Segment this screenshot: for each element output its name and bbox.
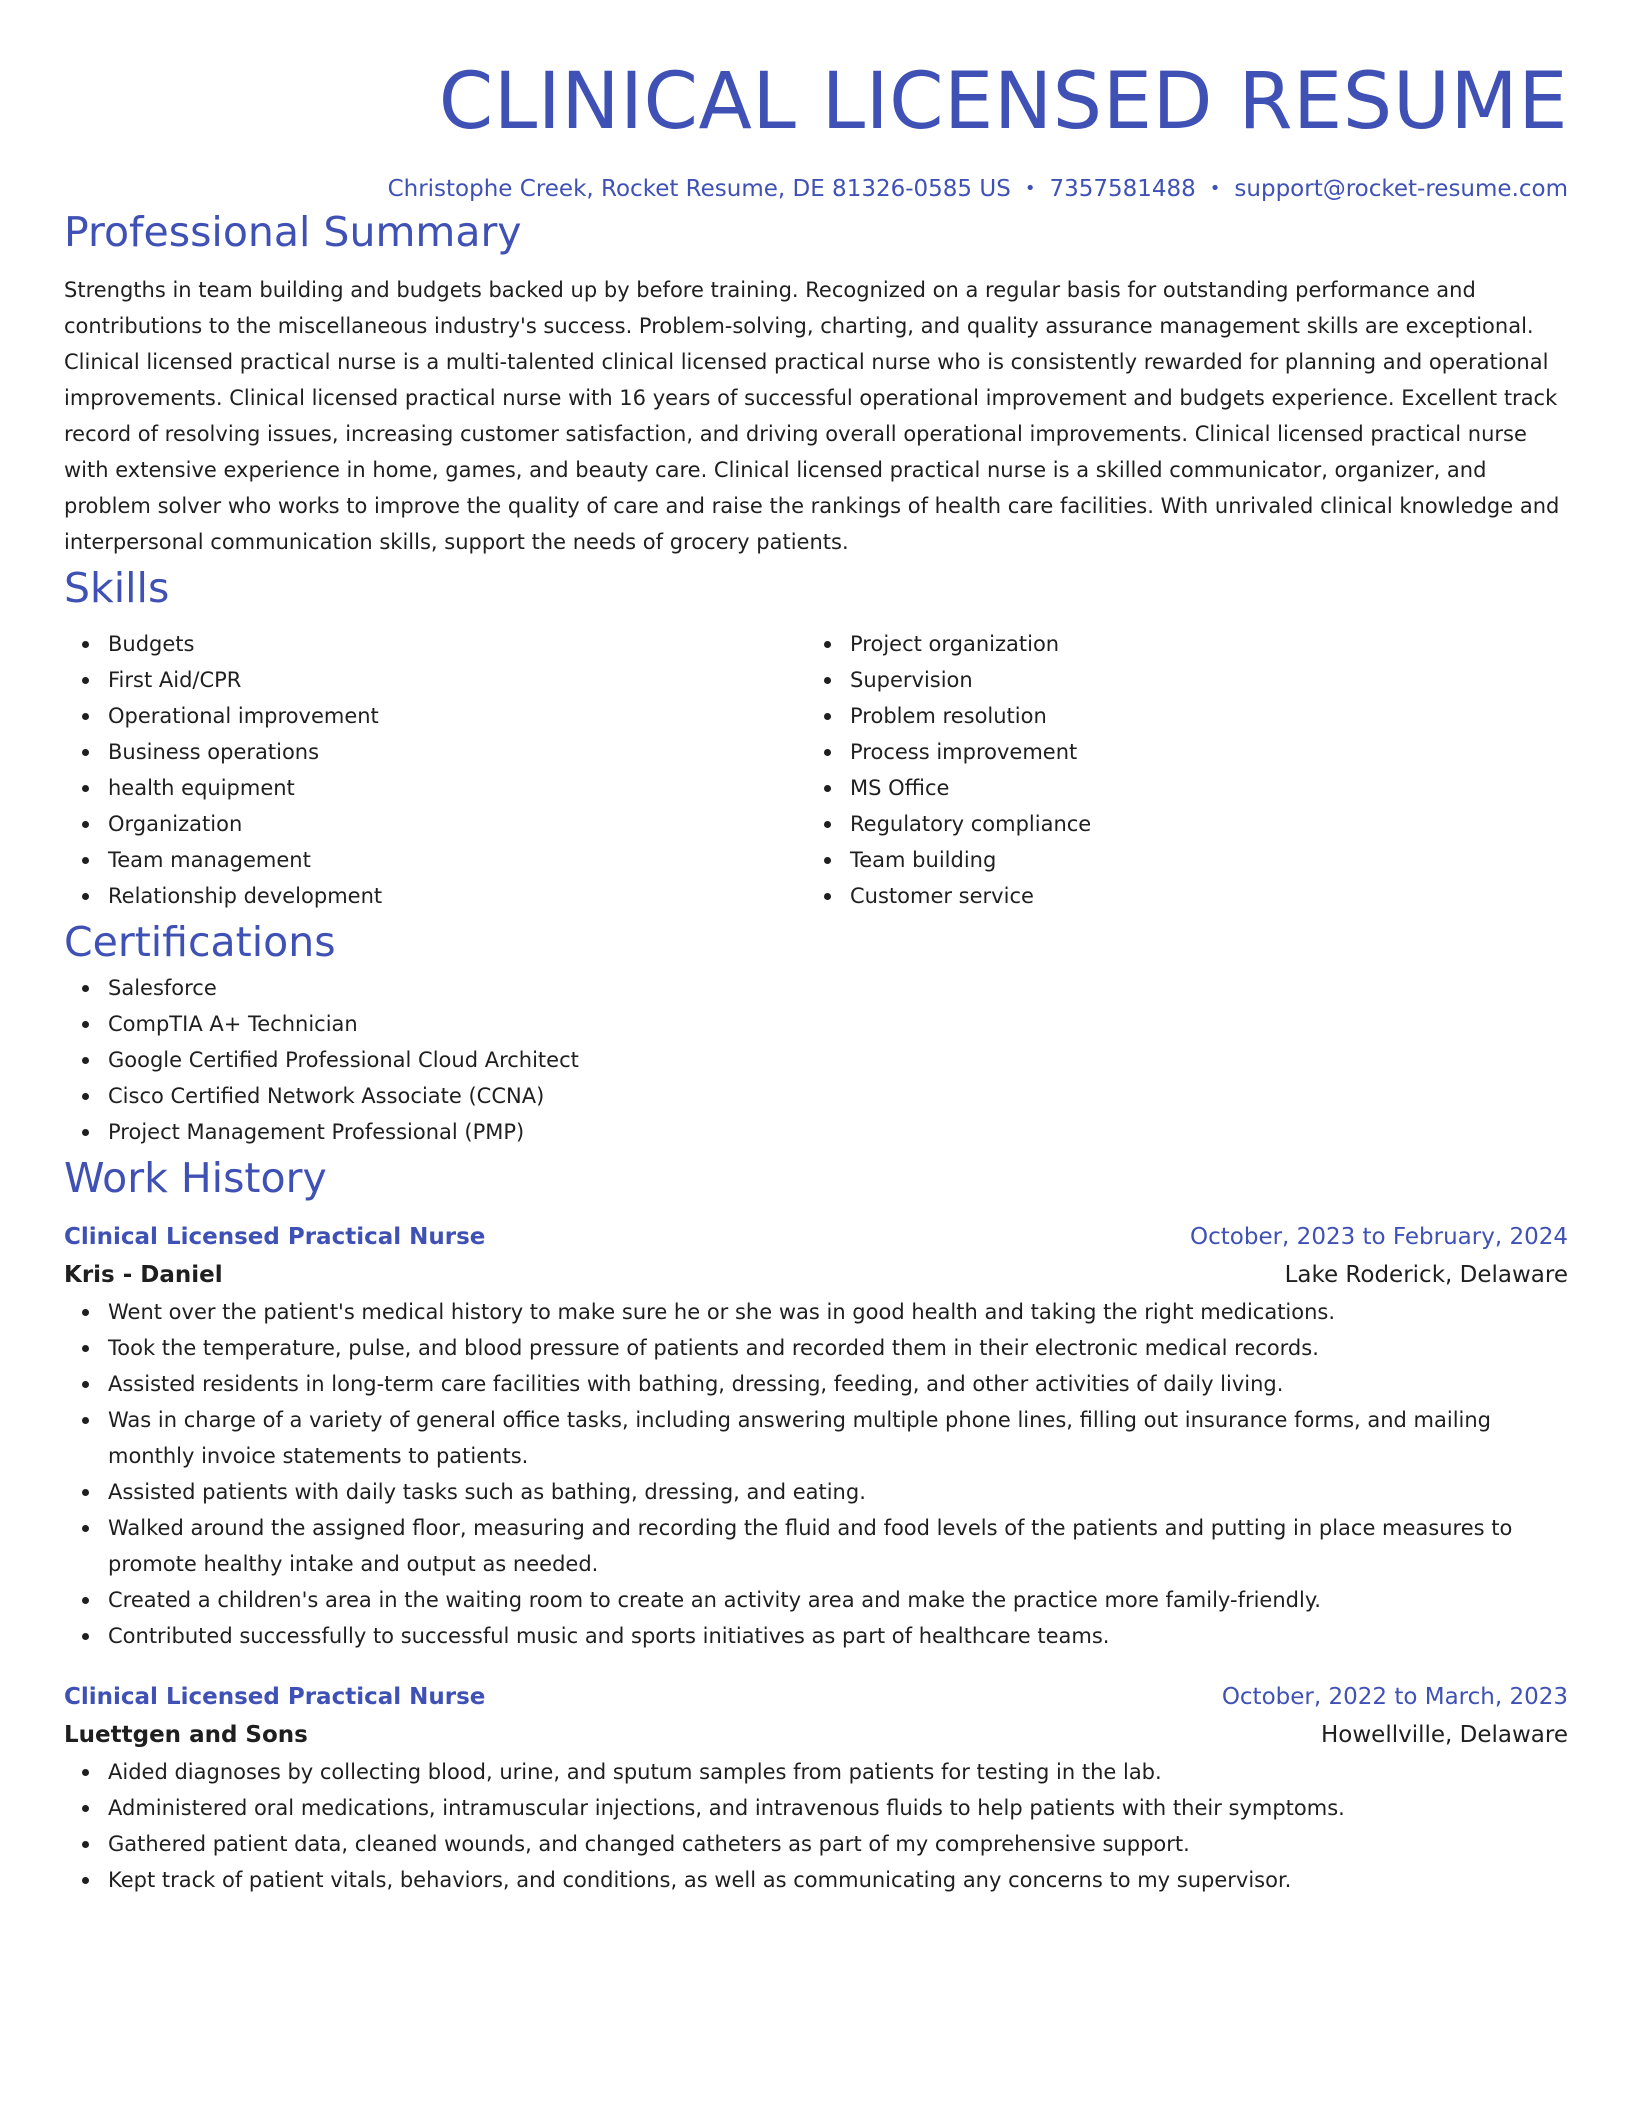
- job-dates: October, 2022 to March, 2023: [1221, 1684, 1568, 1710]
- resume-page: [64, 0, 1568, 1898]
- job-duty-item: Assisted residents in long-term care facilities with bathing, dressing, feeding, and other activities of daily living.: [108, 1366, 1568, 1402]
- skill-item: Supervision: [850, 662, 1548, 698]
- certifications-list: [64, 970, 1568, 1150]
- skills-column-right: [806, 626, 1548, 914]
- job-header-row: [64, 1678, 1568, 1716]
- certification-item: Salesforce: [108, 970, 1568, 1006]
- contact-phone: 7357581488: [1049, 176, 1196, 202]
- certifications-title: Certifications: [64, 918, 336, 966]
- contact-address: Christophe Creek, Rocket Resume, DE 81326-0585 US: [387, 176, 1011, 202]
- job-duties-list: [64, 1294, 1568, 1654]
- job-dates: October, 2023 to February, 2024: [1190, 1224, 1568, 1250]
- skill-item: Organization: [108, 806, 806, 842]
- certification-item: Project Management Professional (PMP): [108, 1114, 1568, 1150]
- skills-list-left: [64, 626, 806, 914]
- skill-item: Project organization: [850, 626, 1548, 662]
- work-history-title: Work History: [64, 1154, 327, 1202]
- skill-item: Regulatory compliance: [850, 806, 1548, 842]
- skill-item: Team management: [108, 842, 806, 878]
- skills-grid: [64, 626, 1568, 914]
- job-entry: [64, 1218, 1568, 1654]
- job-entry: [64, 1678, 1568, 1898]
- certification-item: Cisco Certified Network Associate (CCNA): [108, 1078, 1568, 1114]
- job-duty-item: Walked around the assigned floor, measuring and recording the fluid and food levels of the patients and putting in place measures to promote healthy intake and output as needed.: [108, 1510, 1568, 1582]
- contact-separator: •: [1024, 178, 1036, 199]
- resume-name: CLINICAL LICENSED RESUME: [438, 57, 1568, 147]
- skill-item: Relationship development: [108, 878, 806, 914]
- job-duty-item: Went over the patient's medical history to make sure he or she was in good health and taking the right medications.: [108, 1294, 1568, 1330]
- job-duty-item: Kept track of patient vitals, behaviors, and conditions, as well as communicating any concerns to my supervisor.: [108, 1862, 1568, 1898]
- skill-item: Budgets: [108, 626, 806, 662]
- skills-list-right: [806, 626, 1548, 914]
- contact-line: [64, 174, 1568, 204]
- skill-item: Operational improvement: [108, 698, 806, 734]
- certification-item: CompTIA A+ Technician: [108, 1006, 1568, 1042]
- certification-item: Google Certified Professional Cloud Architect: [108, 1042, 1568, 1078]
- job-duty-item: Assisted patients with daily tasks such as bathing, dressing, and eating.: [108, 1474, 1568, 1510]
- skills-title: Skills: [64, 564, 170, 612]
- job-duty-item: Took the temperature, pulse, and blood pressure of patients and recorded them in their electronic medical records.: [108, 1330, 1568, 1366]
- job-title: Clinical Licensed Practical Nurse: [64, 1224, 486, 1250]
- skill-item: MS Office: [850, 770, 1548, 806]
- job-company: Kris - Daniel: [64, 1262, 223, 1288]
- job-duty-item: Administered oral medications, intramuscular injections, and intravenous fluids to help patients with their symptoms.: [108, 1790, 1568, 1826]
- job-location: Howellville, Delaware: [1320, 1722, 1568, 1748]
- job-duty-item: Gathered patient data, cleaned wounds, and changed catheters as part of my comprehensive support.: [108, 1826, 1568, 1862]
- skill-item: Process improvement: [850, 734, 1548, 770]
- skill-item: Problem resolution: [850, 698, 1548, 734]
- skill-item: Team building: [850, 842, 1548, 878]
- skills-section: [64, 560, 1568, 914]
- summary-text: Strengths in team building and budgets backed up by before training. Recognized on a regular basis for outstanding performance and contributions to the miscellaneous industry's success. Problem-solving, charting, and quality assurance management skills are exceptional. Clinical licensed practical nurse is a multi-talented clinical licensed practical nurse who is consistently rewarded for planning and operational improvements. Clinical licensed practical nurse with 16 years of successful operational improvement and budgets experience. Excellent track record of resolving issues, increasing customer satisfaction, and driving overall operational improvements. Clinical licensed practical nurse with extensive experience in home, games, and beauty care. Clinical licensed practical nurse is a skilled communicator, organizer, and problem solver who works to improve the quality of care and raise the rankings of health care facilities. With unrivaled clinical knowledge and interpersonal communication skills, support the needs of grocery patients.: [64, 278, 1560, 554]
- summary-title: Professional Summary: [64, 208, 522, 256]
- job-duty-item: Was in charge of a variety of general office tasks, including answering multiple phone lines, filling out insurance forms, and mailing monthly invoice statements to patients.: [108, 1402, 1568, 1474]
- job-employer-row: [64, 1716, 1568, 1754]
- work-history-section: [64, 1150, 1568, 1898]
- summary-section: [64, 204, 1568, 560]
- contact-email: support@rocket-resume.com: [1234, 176, 1568, 202]
- job-duty-item: Contributed successfully to successful music and sports initiatives as part of healthcare teams.: [108, 1618, 1568, 1654]
- job-duty-item: Aided diagnoses by collecting blood, urine, and sputum samples from patients for testing in the lab.: [108, 1754, 1568, 1790]
- contact-separator: •: [1209, 178, 1221, 199]
- job-company: Luettgen and Sons: [64, 1722, 308, 1748]
- skills-column-left: [64, 626, 806, 914]
- certifications-section: [64, 914, 1568, 1150]
- job-location: Lake Roderick, Delaware: [1284, 1262, 1568, 1288]
- job-title: Clinical Licensed Practical Nurse: [64, 1684, 486, 1710]
- skill-item: health equipment: [108, 770, 806, 806]
- job-header-row: [64, 1218, 1568, 1256]
- skill-item: Customer service: [850, 878, 1548, 914]
- job-duty-item: Created a children's area in the waiting room to create an activity area and make the practice more family-friendly.: [108, 1582, 1568, 1618]
- job-employer-row: [64, 1256, 1568, 1294]
- skill-item: First Aid/CPR: [108, 662, 806, 698]
- skill-item: Business operations: [108, 734, 806, 770]
- job-duties-list: [64, 1754, 1568, 1898]
- resume-header: [64, 0, 1568, 204]
